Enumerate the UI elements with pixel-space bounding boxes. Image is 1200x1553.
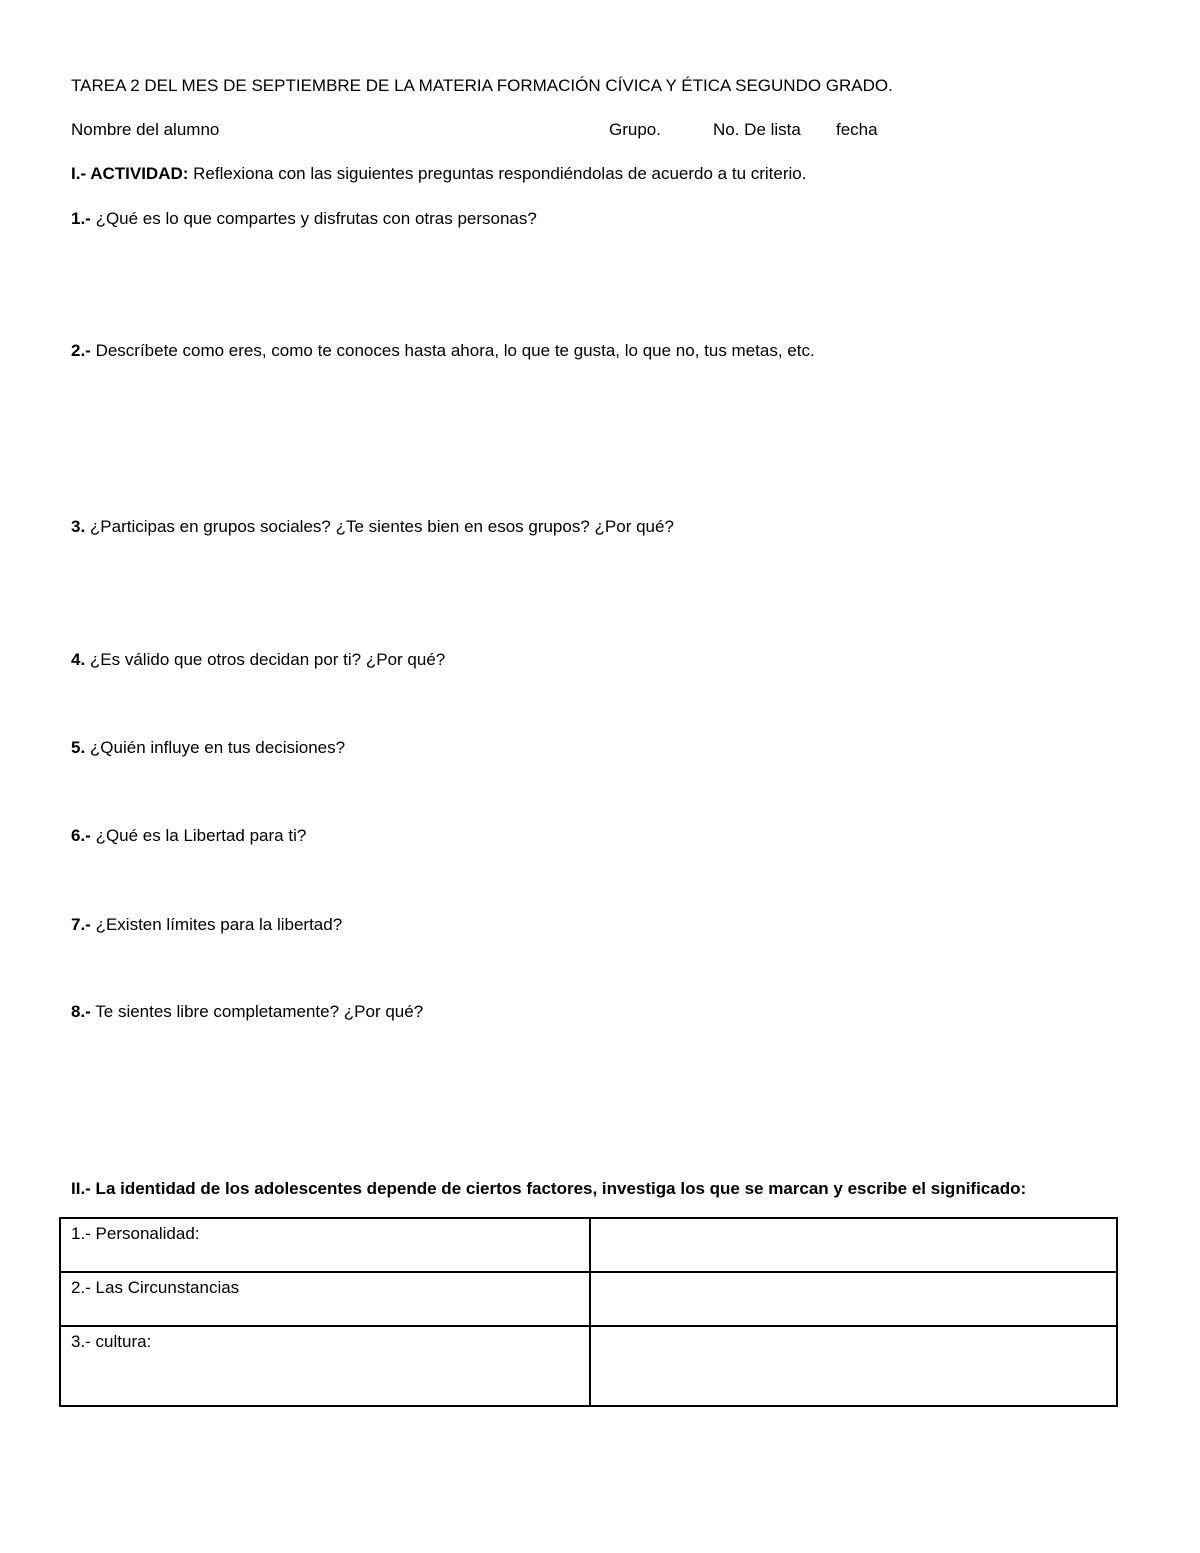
factor-answer-cell[interactable]: [590, 1218, 1117, 1272]
factor-label: 1.- Personalidad:: [60, 1218, 590, 1272]
table-row: [60, 1272, 1117, 1326]
identity-factors-table: [59, 1217, 1118, 1407]
factor-label: 3.- cultura:: [60, 1326, 590, 1406]
question-6: [71, 826, 306, 846]
question-5: [71, 738, 345, 758]
question-text: ¿Qué es lo que compartes y disfrutas con otras personas?: [90, 209, 537, 228]
activity-2-text: II.- La identidad de los adolescentes depende de ciertos factores, investiga los que se marcan y escribe el significado:: [71, 1179, 1027, 1198]
question-text: Te sientes libre completamente? ¿Por qué?: [90, 1002, 424, 1021]
date-label: fecha: [836, 120, 878, 139]
question-text: ¿Es válido que otros decidan por ti? ¿Por qué?: [85, 650, 446, 669]
factor-label: 2.- Las Circunstancias: [60, 1272, 590, 1326]
activity-1-label: I.- ACTIVIDAD:: [71, 164, 189, 183]
question-number: 1.-: [71, 209, 91, 228]
factor-answer-cell[interactable]: [590, 1272, 1117, 1326]
factor-answer-cell[interactable]: [590, 1326, 1117, 1406]
question-number: 8.-: [71, 1002, 91, 1021]
question-4: [71, 650, 445, 670]
activity-1-text: Reflexiona con las siguientes preguntas respondiéndolas de acuerdo a tu criterio.: [188, 164, 807, 183]
activity-2-instructions: [71, 1179, 1026, 1199]
question-number: 3.: [71, 517, 86, 536]
question-number: 5.: [71, 738, 86, 757]
question-number: 7.-: [71, 915, 91, 934]
question-number: 6.-: [71, 826, 91, 845]
question-7: [71, 915, 342, 935]
question-number: 4.: [71, 650, 86, 669]
question-1: [71, 209, 537, 229]
table-row: [60, 1326, 1117, 1406]
question-8: [71, 1002, 423, 1022]
page-title: TAREA 2 DEL MES DE SEPTIEMBRE DE LA MATERIA FORMACIÓN CÍVICA Y ÉTICA SEGUNDO GRADO.: [71, 76, 893, 95]
question-text: ¿Participas en grupos sociales? ¿Te sientes bien en esos grupos? ¿Por qué?: [85, 517, 674, 536]
list-number-label: No. De lista: [713, 120, 801, 139]
question-text: ¿Quién influye en tus decisiones?: [85, 738, 346, 757]
question-3: [71, 517, 674, 537]
table-row: [60, 1218, 1117, 1272]
question-text: ¿Qué es la Libertad para ti?: [90, 826, 307, 845]
question-text: Descríbete como eres, como te conoces hasta ahora, lo que te gusta, lo que no, tus metas, etc.: [90, 341, 815, 360]
group-label: Grupo.: [609, 120, 661, 139]
question-number: 2.-: [71, 341, 91, 360]
student-name-label: Nombre del alumno: [71, 120, 220, 139]
question-text: ¿Existen límites para la libertad?: [90, 915, 343, 934]
activity-1-instructions: [71, 164, 806, 184]
question-2: [71, 341, 815, 361]
